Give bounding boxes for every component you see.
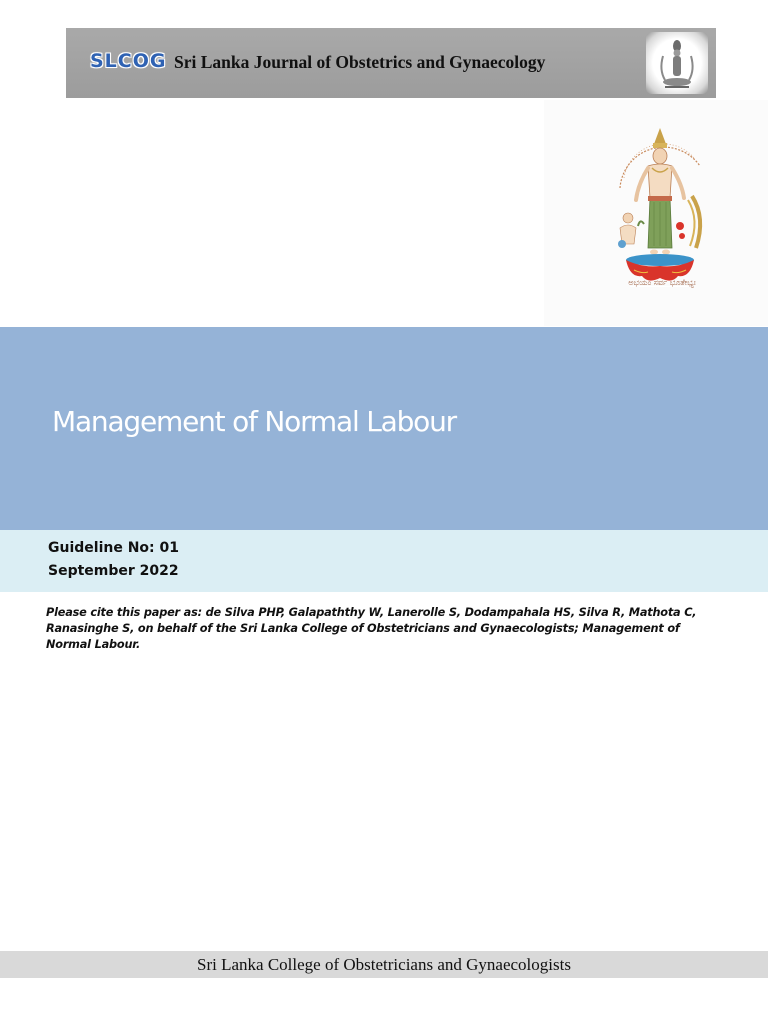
footer-college-name: Sri Lanka College of Obstetricians and Gynaecologists [197,955,571,974]
guideline-number: Guideline No: 01 [48,540,179,556]
publication-date: September 2022 [48,563,179,579]
journal-header-banner [66,28,716,98]
college-emblem [544,100,768,326]
guideline-meta-banner [0,530,768,592]
citation-text: Please cite this paper as: de Silva PHP, Galapaththy W, Lanerolle S, Dodampahala HS, Silva R, Mathota C, Ranasinghe S, on behalf of the Sri Lanka College of Obstetricians and Gynaecologists; Management of Normal Labour. [46,606,697,651]
title-banner [0,327,768,530]
emblem-motto: ಅಭಯಂ ಸರ್ವ ಭೂತೇಭ್ಯಃ [628,278,696,287]
college-emblem-small-icon [646,32,708,94]
journal-title: Sri Lanka Journal of Obstetrics and Gynaecology [174,52,546,72]
slcog-wordmark: SLCOG [90,50,167,72]
document-title: Management of Normal Labour [52,405,456,438]
footer-banner [0,951,768,978]
